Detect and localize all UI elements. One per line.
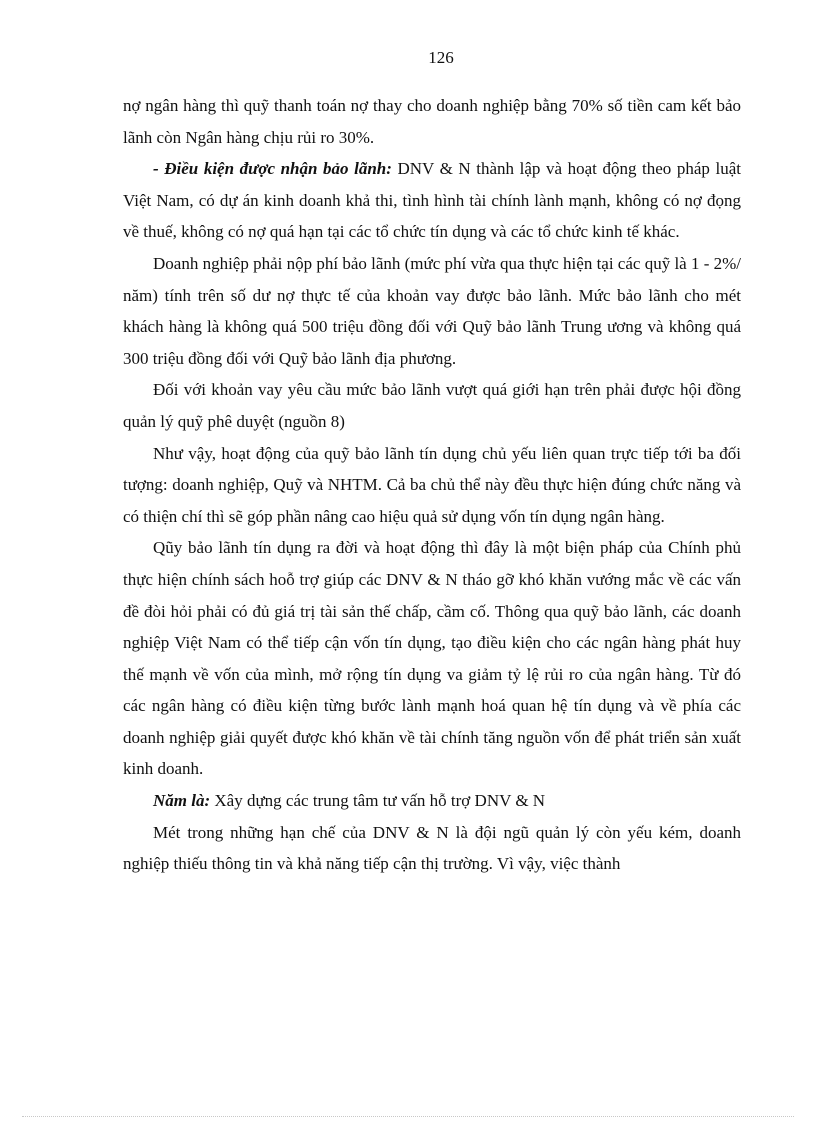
paragraph-guarantee-fee: [123, 248, 741, 374]
paragraph-management-weakness: [123, 817, 741, 880]
paragraph-fifth-measure: [123, 785, 741, 817]
paragraph-guarantee-payment: [123, 90, 741, 153]
paragraph-loan-limit: [123, 374, 741, 437]
paragraph-text: Như vậy, hoạt động của quỹ bảo lãnh tín dụng chủ yếu liên quan trực tiếp tới ba đối tượng: doanh nghiệp, Quỹ và NHTM. Cả ba chủ thể này đều thực hiện đúng chức năng và có thiện chí thì sẽ góp phần nâng cao hiệu quả sử dụng vốn tín dụng ngân hàng.: [123, 443, 741, 526]
page-bottom-divider: [22, 1116, 794, 1117]
paragraph-text: nợ ngân hàng thì quỹ thanh toán nợ thay cho doanh nghiệp bằng 70% số tiền cam kết bảo lãnh còn Ngân hàng chịu rủi ro 30%.: [123, 96, 741, 147]
page-number: 126: [428, 48, 454, 67]
paragraph-lead: - Điều kiện được nhận bảo lãnh:: [153, 159, 392, 179]
paragraph-guarantee-conditions: [123, 153, 741, 248]
paragraph-text: Mét trong những hạn chế của DNV & N là đội ngũ quản lý còn yếu kém, doanh nghiệp thiếu thông tin và khả năng tiếp cận thị trường. Vì vậy, việc thành: [123, 822, 741, 874]
paragraph-stakeholders: [123, 438, 741, 533]
paragraph-text: Doanh nghiệp phải nộp phí bảo lãnh (mức phí vừa qua thực hiện tại các quỹ là 1 - 2%/ năm) tính trên số dư nợ thực tế của khoản vay được bảo lãnh. Mức bảo lãnh cho mét khách hàng là không quá 500 triệu đồng đối với Quỹ bảo lãnh Trung ương và không quá 300 triệu đồng đối với Quỹ bảo lãnh địa phương.: [123, 253, 742, 368]
paragraph-text: Đối với khoản vay yêu cầu mức bảo lãnh vượt quá giới hạn trên phải được hội đồng quản lý quỹ phê duyệt (nguồn 8): [123, 380, 741, 431]
paragraph-text: Qũy bảo lãnh tín dụng ra đời và hoạt động thì đây là một biện pháp của Chính phủ thực hiện chính sách hoỗ trợ giúp các DNV & N tháo gỡ khó khăn vướng mắc về các vấn đề đòi hỏi phải có đủ giá trị tài sản thế chấp, cầm cố. Thông qua quỹ bảo lãnh, các doanh nghiệp Việt Nam có thể tiếp cận vốn tín dụng, tạo điều kiện cho các ngân hàng phát huy thế mạnh về vốn của mình, mở rộng tín dụng va giảm tỷ lệ rủi ro của ngân hàng. Từ đó các ngân hàng có điều kiện từng bước lành mạnh hoá quan hệ tín dụng và về phía các doanh nghiệp giải quyết được khó khăn về tài chính tăng nguồn vốn để phát triển sản xuất kinh doanh.: [123, 538, 741, 779]
paragraph-fund-benefits: [123, 532, 741, 785]
paragraph-text: Xây dựng các trung tâm tư vấn hỗ trợ DNV & N: [210, 791, 546, 811]
document-body: [123, 90, 741, 880]
paragraph-text: DNV & N thành lập và hoạt động theo pháp luật Việt Nam, có dự án kinh doanh khả thi, tình hình tài chính lành mạnh, không có nợ đọng về thuế, không có nợ quá hạn tại các tổ chức tín dụng và các tổ chức kinh tế khác.: [123, 159, 741, 242]
paragraph-lead: Năm là:: [153, 791, 211, 811]
